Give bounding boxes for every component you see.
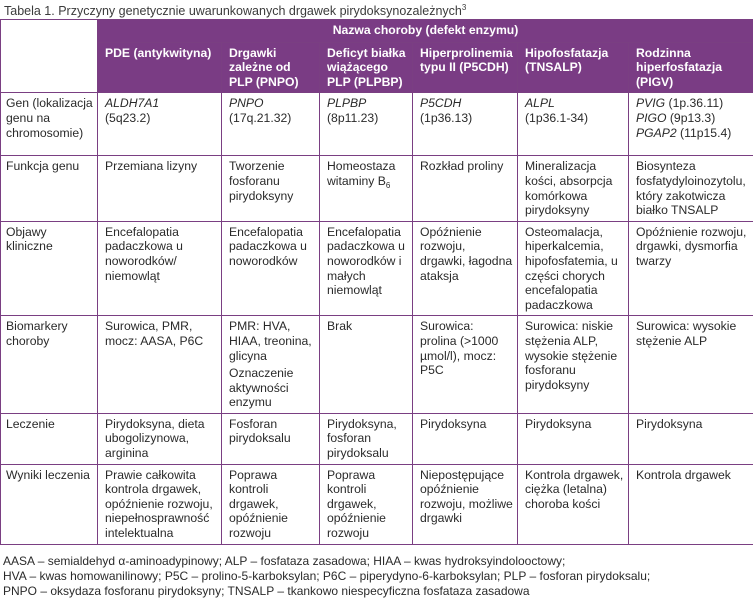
cell: Osteomalacja, hiperkalcemia, hipofosfatemia, u części chorych encefalopatia padaczkowa [518, 221, 629, 316]
column-header-pde: PDE (antykwitynа) [98, 42, 222, 93]
table-row-funkcja [1, 156, 753, 221]
table-row-biomarkery [1, 316, 753, 414]
row-label-objawy: Objawy kliniczne [1, 221, 98, 316]
corner-cell [1, 20, 98, 93]
table-row-leczenie [1, 413, 753, 464]
cell: ALDH7A1 (5q23.2) [98, 93, 222, 156]
cell: Encefalopatia padaczkowa u noworodków/ niemowląt [98, 221, 222, 316]
column-header-p5cdh: Hiperprolinemia typu II (P5CDH) [413, 42, 518, 93]
cell: Fosforan pirydoksalu [222, 413, 320, 464]
cell: PNPO (17q.21.32) [222, 93, 320, 156]
cell: Tworzenie fosforanu pirydoksyny [222, 156, 320, 221]
cell: Surowica: niskie stężenia ALP, wysokie stężenie fosforanu pirydoksyny [518, 316, 629, 414]
row-label-gen: Gen (lokalizacja genu na chromosomie) [1, 93, 98, 156]
cell: Kontrola drgawek [629, 464, 753, 544]
table-row-gen [1, 93, 753, 156]
cell: Opóźnienie rozwoju, drgawki, łagodna ataksja [413, 221, 518, 316]
cell: Przemiana lizyny [98, 156, 222, 221]
cell: PVIG (1p.36.11) PIGO (9p13.3) PGAP2 (11p15.4) [629, 93, 753, 156]
cell: Surowica, PMR, mocz: AASA, P6C [98, 316, 222, 414]
abbreviations-footnote [3, 554, 650, 600]
cell: Poprawa kontroli drgawek, opóźnienie rozwoju [320, 464, 413, 544]
cell: Pirydoksyna [518, 413, 629, 464]
cell: Pirydoksyna, dieta ubogolizynowa, arginina [98, 413, 222, 464]
cell: Pirydoksyna [629, 413, 753, 464]
cell: Rozkład proliny [413, 156, 518, 221]
column-header-pnpo: Drgawki zależne od PLP (PNPO) [222, 42, 320, 93]
cell: PLPBP (8p11.23) [320, 93, 413, 156]
cell: Prawie całkowita kontrola drgawek, opóźnienie rozwoju, niepełnosprawność intelektualna [98, 464, 222, 544]
genetic-causes-table [0, 19, 753, 545]
cell: Encefalopatia padaczkowa u noworodków [222, 221, 320, 316]
cell: Surowica: prolina (>1000 µmol/l), mocz: P5C [413, 316, 518, 414]
cell: Poprawa kontroli drgawek, opóźnienie rozwoju [222, 464, 320, 544]
cell: Biosynteza fosfatydyloinozytolu, który zakotwicza białko TNSALP [629, 156, 753, 221]
cell: Opóźnienie rozwoju, drgawki, dysmorfia twarzy [629, 221, 753, 316]
column-header-pigv: Rodzinna hiperfosfatazja (PIGV) [629, 42, 753, 93]
footnote-line: HVA – kwas homowanilinowy; P5C – prolino-5-karboksylan; P6C – piperydyno-6-karboksylan; PLP – fosforan pirydoksalu; [3, 569, 651, 584]
cell: Homeostaza witaminy $B_6$ [320, 156, 413, 221]
cell: PMR: HVA, HIAA, treonina, glicyna Oznaczenie aktywności enzymu [222, 316, 320, 414]
row-label-wyniki: Wyniki leczenia [1, 464, 98, 544]
row-label-biomarkery: Biomarkery choroby [1, 316, 98, 414]
cell: P5CDH (1p36.13) [413, 93, 518, 156]
cell: Surowica: wysokie stężenie ALP [629, 316, 753, 414]
cell: Pirydoksyna [413, 413, 518, 464]
cell: Kontrola drgawek, ciężka (letalna) choroba kości [518, 464, 629, 544]
table-caption: Tabela 1. Przyczyny genetycznie uwarunkowanych drgawek pirydoksynozależnych$^3$ [4, 3, 467, 19]
column-header-tnsalp: Hipofosfatazja (TNSALP) [518, 42, 629, 93]
row-label-leczenie: Leczenie [1, 413, 98, 464]
table-row-wyniki [1, 464, 753, 544]
cell: Brak [320, 316, 413, 414]
table-row-objawy [1, 221, 753, 316]
group-header: Nazwa choroby (defekt enzymu) [98, 20, 753, 43]
row-label-funkcja: Funkcja genu [1, 156, 98, 221]
column-header-row [1, 42, 753, 93]
footnote-line: AASA – semialdehyd α-aminoadypinowy; ALP – fosfataza zasadowa; HIAA – kwas hydroksyindolooctowy; [3, 554, 566, 568]
header-group-row [1, 20, 753, 43]
cell: ALPL (1p36.1-34) [518, 93, 629, 156]
column-header-plpbp: Deficyt białka wiążącego PLP (PLPBP) [320, 42, 413, 93]
cell: Pirydoksyna, fosforan pirydoksalu [320, 413, 413, 464]
cell: Niepostępujące opóźnienie rozwoju, możliwe drgawki [413, 464, 518, 544]
footnote-line: PNPO – oksydaza fosforanu pirydoksyny; TNSALP – tkankowo niespecyficzna fosfataza zasadowa [3, 584, 530, 599]
cell: Mineralizacja kości, absorpcja komórkowa pirydoksyny [518, 156, 629, 221]
cell: Encefalopatia padaczkowa u noworodków i małych niemowląt [320, 221, 413, 316]
